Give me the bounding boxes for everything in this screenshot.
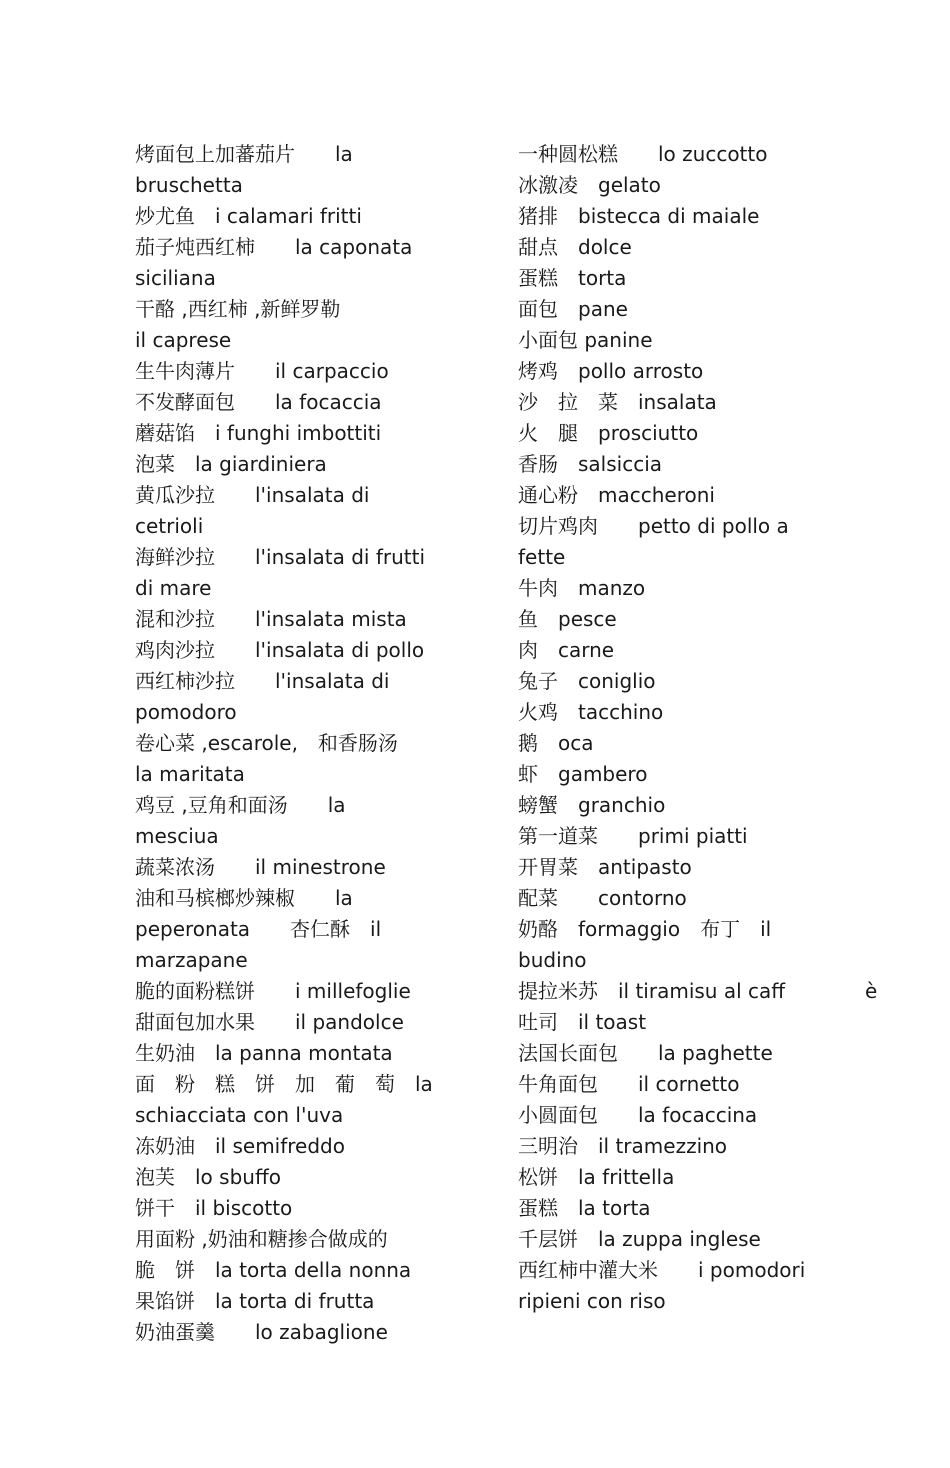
text-line: 香肠 salsiccia (518, 452, 663, 476)
text-line: 三明治 il tramezzino (518, 1134, 728, 1158)
text-line: 泡菜 la giardiniera (135, 452, 327, 476)
text-line: 牛肉 manzo (518, 576, 646, 600)
text-line: peperonata 杏仁酥 il (135, 917, 382, 941)
text-line: 奶酪 formaggio 布丁 il (518, 917, 772, 941)
left-column (135, 139, 433, 1348)
text-line: 油和马槟榔炒辣椒 la (135, 886, 353, 910)
text-line: 火鸡 tacchino (518, 700, 664, 724)
text-line: 烤鸡 pollo arrosto (518, 359, 704, 383)
text-line: 用面粉 ,奶油和糖掺合做成的 (135, 1227, 388, 1251)
text-line: 切片鸡肉 petto di pollo a (518, 514, 789, 538)
text-line: budino (518, 948, 587, 972)
text-line: 干酪 ,西红柿 ,新鲜罗勒 (135, 297, 341, 321)
text-line: 果馅饼 la torta di frutta (135, 1289, 375, 1313)
text-line: 脆 饼 la torta della nonna (135, 1258, 412, 1282)
text-line: 法国长面包 la paghette (518, 1041, 773, 1065)
text-line: 鸡豆 ,豆角和面汤 la (135, 793, 346, 817)
text-line: 西红柿沙拉 l'insalata di (135, 669, 390, 693)
text-line: 奶油蛋羹 lo zabaglione (135, 1320, 388, 1344)
text-line: 松饼 la frittella (518, 1165, 675, 1189)
text-line: marzapane (135, 948, 248, 972)
text-line: 蛋糕 torta (518, 266, 627, 290)
text-line: 蘑菇馅 i funghi imbottiti (135, 421, 382, 445)
text-line: 第一道菜 primi piatti (518, 824, 748, 848)
text-line: 饼干 il biscotto (135, 1196, 293, 1220)
text-line: 不发酵面包 la focaccia (135, 390, 382, 414)
text-line: 肉 carne (518, 638, 615, 662)
text-line: 小圆面包 la focaccina (518, 1103, 758, 1127)
text-line: 混和沙拉 l'insalata mista (135, 607, 407, 631)
text-line: 提拉米苏 il tiramisu al caff è (518, 979, 878, 1003)
text-line: 生牛肉薄片 il carpaccio (135, 359, 389, 383)
text-line: 吐司 il toast (518, 1010, 647, 1034)
text-line: 沙 拉 菜 insalata (518, 390, 717, 414)
text-line: 黄瓜沙拉 l'insalata di (135, 483, 370, 507)
text-line: la maritata (135, 762, 245, 786)
text-line: 甜点 dolce (518, 235, 632, 259)
text-line: 脆的面粉糕饼 i millefoglie (135, 979, 411, 1003)
text-line: 开胃菜 antipasto (518, 855, 692, 879)
right-column (518, 139, 878, 1317)
text-line: 猪排 bistecca di maiale (518, 204, 760, 228)
text-line: 鱼 pesce (518, 607, 617, 631)
text-line: siciliana (135, 266, 216, 290)
text-line: 生奶油 la panna montata (135, 1041, 393, 1065)
text-line: 西红柿中灌大米 i pomodori (518, 1258, 806, 1282)
text-line: 火 腿 prosciutto (518, 421, 699, 445)
text-line: di mare (135, 576, 212, 600)
text-line: ripieni con riso (518, 1289, 666, 1313)
text-line: bruschetta (135, 173, 243, 197)
text-line: 面包 pane (518, 297, 628, 321)
text-line: 烤面包上加蕃茄片 la (135, 142, 353, 166)
text-line: pomodoro (135, 700, 237, 724)
text-line: 面 粉 糕 饼 加 葡 萄 la (135, 1072, 433, 1096)
text-line: 配菜 contorno (518, 886, 687, 910)
text-line: 兔子 coniglio (518, 669, 656, 693)
text-line: 甜面包加水果 il pandolce (135, 1010, 404, 1034)
text-line: 通心粉 maccheroni (518, 483, 715, 507)
text-line: 蔬菜浓汤 il minestrone (135, 855, 386, 879)
text-line: 冻奶油 il semifreddo (135, 1134, 345, 1158)
text-line: schiacciata con l'uva (135, 1103, 344, 1127)
text-line: 螃蟹 granchio (518, 793, 666, 817)
text-line: 鹅 oca (518, 731, 594, 755)
text-line: 茄子炖西红柿 la caponata (135, 235, 413, 259)
text-line: cetrioli (135, 514, 204, 538)
text-line: 泡芙 lo sbuffo (135, 1165, 281, 1189)
text-line: 一种圆松糕 lo zuccotto (518, 142, 768, 166)
text-line: 牛角面包 il cornetto (518, 1072, 740, 1096)
text-line: 鸡肉沙拉 l'insalata di pollo (135, 638, 425, 662)
text-line: 卷心菜 ,escarole, 和香肠汤 (135, 731, 398, 755)
text-line: 千层饼 la zuppa inglese (518, 1227, 761, 1251)
text-line: mesciua (135, 824, 219, 848)
text-line: fette (518, 545, 566, 569)
text-line: 海鲜沙拉 l'insalata di frutti (135, 545, 426, 569)
text-line: 冰激凌 gelato (518, 173, 661, 197)
text-line: 炒尤鱼 i calamari fritti (135, 204, 362, 228)
text-line: il caprese (135, 328, 232, 352)
text-line: 蛋糕 la torta (518, 1196, 651, 1220)
text-line: 虾 gambero (518, 762, 648, 786)
text-line: 小面包 panine (518, 328, 653, 352)
